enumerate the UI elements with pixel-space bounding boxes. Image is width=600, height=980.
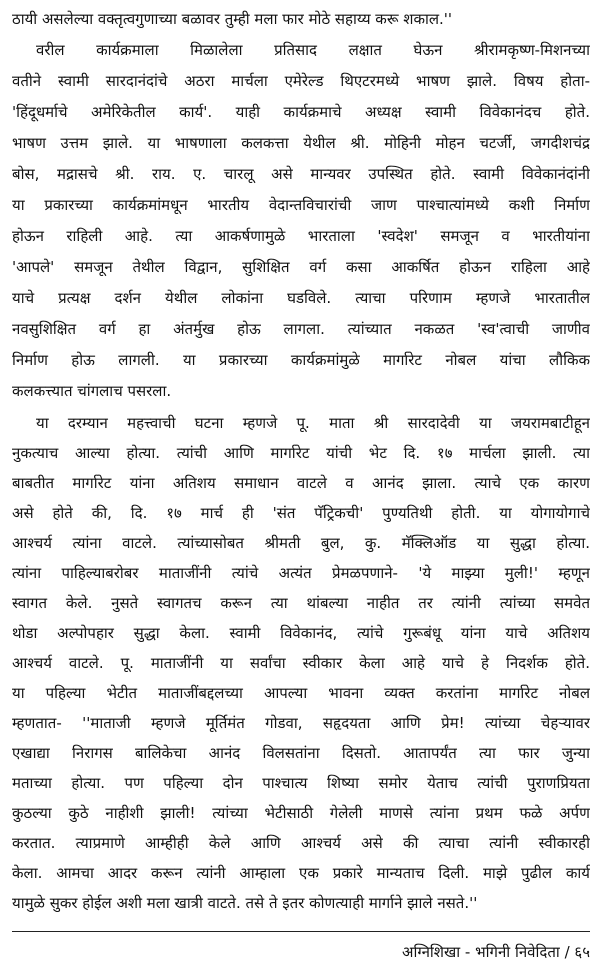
- text-line: स्वागत केले. नुसते स्वागतच करून त्या थांबल्या नाहीत तर त्यांनी त्यांच्या समवेत: [12, 594, 590, 612]
- text-line: भाषण उत्तम झाले. या भाषणाला कलकत्ता येथील श्री. मोहिनी मोहन चटर्जी, जगदीशचंद्र: [12, 134, 590, 152]
- text-line: असे होते की, दि. १७ मार्च ही 'संत पॅट्रिकची' पुण्यतिथी होती. या योगायोगाचे: [12, 504, 590, 522]
- text-line: आश्चर्य वाटले. पू. माताजींनी या सर्वांचा स्वीकार केला आहे याचे हे निदर्शक होते.: [12, 654, 590, 672]
- text-line: वरील कार्यक्रमाला मिळालेला प्रतिसाद लक्षात घेऊन श्रीरामकृष्ण-मिशनच्या: [36, 41, 590, 59]
- text-line: या दरम्यान महत्त्वाची घटना म्हणजे पू. माता श्री सारदादेवी या जयरामबाटीहून: [36, 414, 590, 432]
- text-line: एखाद्या निरागस बालिकेचा आनंद विलसतांना दिसतो. आतापर्यंत त्या फार जुन्या: [12, 744, 590, 762]
- text-line: नवसुशिक्षित वर्ग हा अंतर्मुख होऊ लागला. त्यांच्यात नकळत 'स्व'त्वाची जाणीव: [12, 320, 590, 338]
- text-line: कलकत्त्यात चांगलाच पसरला.: [12, 382, 172, 400]
- text-line: या पहिल्या भेटीत माताजींबद्दलच्या आपल्या भावना व्यक्त करतांना मार्गारेट नोबल: [12, 684, 590, 702]
- text-line: थोडा अल्पोपहार सुद्धा केला. स्वामी विवेकानंद, त्यांचे गुरूबंधू यांना याचे अतिशय: [12, 624, 590, 642]
- text-line: बोस, मद्रासचे श्री. राय. ए. चारलू असे मान्यवर उपस्थित होते. स्वामी विवेकानंदांनी: [12, 165, 590, 183]
- page-footer: [402, 938, 590, 966]
- text-line: निर्माण होऊ लागली. या प्रकारच्या कार्यक्रमांमुळे मार्गारेट नोबल यांचा लौकिक: [12, 351, 590, 369]
- footer-separator: /: [564, 943, 575, 961]
- text-line: त्यांना पाहिल्याबरोबर माताजींनी त्यांचे अत्यंत प्रेमळपणाने- 'ये माझ्या मुली!' म्हणून: [12, 564, 590, 582]
- text-line: वतीने स्वामी सारदानंदांचे अठरा मार्चला एमेरेल्ड थिएटरमध्ये भाषण झाले. विषय होता-: [12, 72, 590, 90]
- page-number: ६५: [574, 943, 590, 961]
- footer-rule: [12, 931, 590, 932]
- text-line: केला. आमचा आदर करून त्यांनी आम्हाला एक प्रकारे मान्यताच दिली. माझे पुढील कार्य: [12, 864, 590, 882]
- text-line: ठायी असलेल्या वक्तृत्वगुणाच्या बळावर तुम्ही मला फार मोठे सहाय्य करू शकाल.'': [12, 10, 453, 28]
- text-line: 'हिंदूधर्माचे अमेरिकेतील कार्य'. याही कार्यक्रमाचे अध्यक्ष स्वामी विवेकानंदच होते.: [12, 103, 590, 121]
- running-title: अग्निशिखा - भगिनी निवेदिता: [402, 943, 560, 961]
- text-line: होऊन राहिली आहे. त्या आकर्षणामुळे भारताला 'स्वदेश' समजून व भारतीयांना: [12, 227, 590, 245]
- text-line: म्हणतात- ''माताजी म्हणजे मूर्तिमंत गोडवा, सहृदयता आणि प्रेम! त्यांच्या चेहऱ्यावर: [12, 714, 590, 732]
- text-line: याचे प्रत्यक्ष दर्शन येथील लोकांना घडविले. त्याचा परिणाम म्हणजे भारतातील: [12, 289, 590, 307]
- text-line: बाबतीत मार्गारेट यांना अतिशय समाधान वाटले व आनंद झाला. त्याचे एक कारण: [12, 474, 590, 492]
- text-line: 'आपले' समजून तेथील विद्वान, सुशिक्षित वर्ग कसा आकर्षित होऊन राहिला आहे: [12, 258, 590, 276]
- text-line: या प्रकारच्या कार्यक्रमांमधून भारतीय वेदान्तविचारांची जाण पाश्चात्यांमध्ये कशी निर्माण: [12, 196, 590, 214]
- text-line: करतात. त्याप्रमाणे आम्हीही केले आणि आश्चर्य असे की त्याचा त्यांनी स्वीकारही: [12, 834, 590, 852]
- text-line: आश्चर्य त्यांना वाटले. त्यांच्यासोबत श्रीमती बुल, कु. मॅक्लिऑड या सुद्धा होत्या.: [12, 534, 590, 552]
- text-line: कुठल्या कुठे नाहीशी झाली! त्यांच्या भेटीसाठी गेलेली माणसे त्यांना प्रथम फळे अर्पण: [12, 804, 590, 822]
- text-line: मताच्या होत्या. पण पहिल्या दोन पाश्चात्य शिष्या समोर येताच त्यांची पुराणप्रियता: [12, 774, 590, 792]
- text-line: नुकत्याच आल्या होत्या. त्यांची आणि मार्गारेट यांची भेट दि. १७ मार्चला झाली. त्या: [12, 444, 590, 462]
- text-line: यामुळे सुकर होईल अशी मला खात्री वाटते. तसे ते इतर कोणत्याही मार्गाने झाले नसते.'': [12, 894, 478, 912]
- book-page: [12, 4, 590, 976]
